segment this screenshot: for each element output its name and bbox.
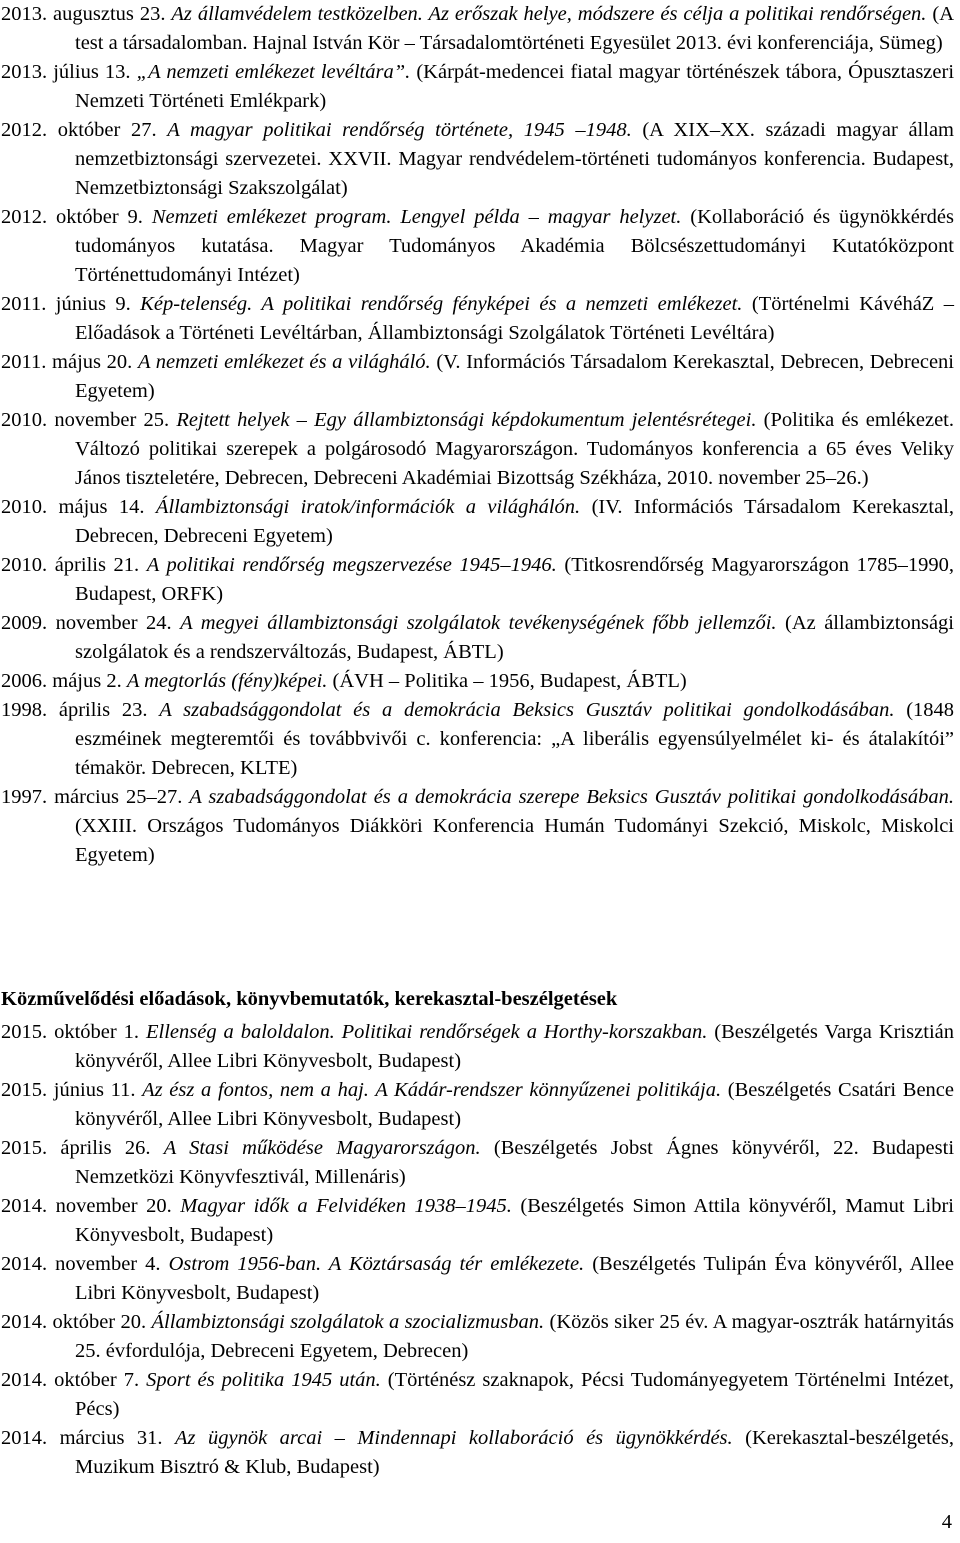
list-item	[1, 348, 954, 406]
entry-details: (Történelmi KávéháZ – Előadások a Történeti Levéltárban, Állambiztonsági Szolgálatok Történeti Levéltára)	[75, 293, 955, 344]
list-item	[1, 0, 954, 58]
entry-title: A nemzeti emlékezet és a világháló.	[137, 351, 431, 373]
entry-title: Az ügynök arcai – Mindennapi kollaboráció és ügynökkérdés.	[175, 1427, 733, 1449]
entry-title: Állambiztonsági szolgálatok a szocializmusban.	[151, 1311, 545, 1333]
list-item	[1, 1076, 954, 1134]
list-item	[1, 493, 954, 551]
list-item	[1, 58, 954, 116]
entry-title: Sport és politika 1945 után.	[146, 1369, 381, 1391]
entry-title: A politikai rendőrség megszervezése 1945–1946.	[146, 554, 557, 576]
entry-details: (A XIX–XX. századi magyar állam nemzetbiztonsági szervezetei. XXVII. Magyar rendvédelem-történeti tudományos konferencia. Budapest, Nemzetbiztonsági Szakszolgálat)	[75, 119, 954, 199]
list-item	[1, 203, 954, 290]
entry-title: A szabadsággondolat és a demokrácia Beksics Gusztáv politikai gondolkodásában.	[159, 699, 895, 721]
entry-details: (Beszélgetés Jobst Ágnes könyvéről, 22. Budapesti Nemzetközi Könyvfesztivál, Millenáris)	[75, 1137, 955, 1188]
entry-details: (ÁVH – Politika – 1956, Budapest, ÁBTL)	[332, 670, 687, 692]
entry-date: 2014. november 20.	[1, 1195, 172, 1217]
entry-details: (Beszélgetés Tulipán Éva könyvéről, Allee Libri Könyvesbolt, Budapest)	[75, 1253, 955, 1304]
entry-date: 2011. június 9.	[1, 293, 131, 315]
entry-date: 2013. július 13.	[1, 61, 131, 83]
entry-details: (Történész szaknapok, Pécsi Tudományegyetem Történelmi Intézet, Pécs)	[75, 1369, 955, 1420]
entry-details: (Kerekasztal-beszélgetés, Muzikum Bisztró & Klub, Budapest)	[75, 1427, 955, 1478]
entry-title: A magyar politikai rendőrség története, 1945 –1948.	[167, 119, 632, 141]
entry-date: 2015. április 26.	[1, 1137, 151, 1159]
list-item	[1, 1192, 954, 1250]
entry-details: (Beszélgetés Varga Krisztián könyvéről, Allee Libri Könyvesbolt, Budapest)	[75, 1021, 954, 1072]
entry-date: 2014. március 31.	[1, 1427, 163, 1449]
list-item	[1, 783, 954, 870]
entry-date: 2011. május 20.	[1, 351, 133, 373]
entry-date: 2009. november 24.	[1, 612, 172, 634]
entry-date: 2014. november 4.	[1, 1253, 161, 1275]
entry-title: Magyar idők a Felvidéken 1938–1945.	[180, 1195, 512, 1217]
entry-date: 1997. március 25–27.	[1, 786, 183, 808]
entry-date: 2010. május 14.	[1, 496, 145, 518]
entry-title: A Stasi működése Magyarországon.	[163, 1137, 481, 1159]
entry-title: A szabadsággondolat és a demokrácia szerepe Beksics Gusztáv politikai gondolkodásában.	[189, 786, 955, 808]
entry-date: 2014. október 7.	[1, 1369, 140, 1391]
entry-date: 2010. november 25.	[1, 409, 170, 431]
entry-date: 1998. április 23.	[1, 699, 148, 721]
entry-details: (XXIII. Országos Tudományos Diákköri Konferencia Humán Tudományi Szekció, Miskolc, Miskolci Egyetem)	[75, 815, 954, 866]
entry-title: A megtorlás (fény)képei.	[126, 670, 328, 692]
entry-date: 2014. október 20.	[1, 1311, 147, 1333]
list-item	[1, 1018, 954, 1076]
entry-title: „A nemzeti emlékezet levéltára”.	[136, 61, 411, 83]
list-item	[1, 1366, 954, 1424]
public-talks-list	[1, 1018, 954, 1482]
entry-details: (V. Információs Társadalom Kerekasztal, Debrecen, Debreceni Egyetem)	[75, 351, 954, 402]
list-item	[1, 1134, 954, 1192]
list-item	[1, 551, 954, 609]
entry-title: Állambiztonsági iratok/információk a világhálón.	[155, 496, 581, 518]
entry-title: Rejtett helyek – Egy állambiztonsági képdokumentum jelentésrétegei.	[176, 409, 757, 431]
entry-details: (A test a társadalomban. Hajnal István Kör – Társadalomtörténeti Egyesület 2013. évi konferenciája, Sümeg)	[75, 3, 955, 54]
list-item	[1, 1424, 954, 1482]
entry-title: Az ész a fontos, nem a haj. A Kádár-rendszer könnyűzenei politikája.	[142, 1079, 722, 1101]
entry-title: Kép-telenség. A politikai rendőrség fényképei és a nemzeti emlékezet.	[140, 293, 743, 315]
list-item	[1, 406, 954, 493]
entry-title: Ellenség a baloldalon. Politikai rendőrségek a Horthy-korszakban.	[145, 1021, 708, 1043]
entry-date: 2012. október 27.	[1, 119, 157, 141]
list-item	[1, 1250, 954, 1308]
entry-title: Ostrom 1956-ban. A Köztársaság tér emlékezete.	[168, 1253, 585, 1275]
entry-details: (1848 eszméinek megteremtői és továbbvivői c. konferencia: „A liberális egyensúlyelmélet ki- és átalakítói” témakör. Debrecen, KLTE)	[75, 699, 955, 779]
entry-details: (Az állambiztonsági szolgálatok és a rendszerváltozás, Budapest, ÁBTL)	[75, 612, 954, 663]
entry-details: (Kárpát-medencei fiatal magyar történészek tábora, Ópusztaszeri Nemzeti Történeti Emlékpark)	[75, 61, 955, 112]
entry-title: A megyei állambiztonsági szolgálatok tevékenységének főbb jellemzői.	[180, 612, 777, 634]
list-item	[1, 667, 954, 696]
entry-title: Nemzeti emlékezet program. Lengyel példa – magyar helyzet.	[151, 206, 682, 228]
entry-date: 2013. augusztus 23.	[1, 3, 166, 25]
entry-date: 2015. október 1.	[1, 1021, 140, 1043]
conference-talks-list	[1, 0, 954, 870]
entry-date: 2012. október 9.	[1, 206, 143, 228]
list-item	[1, 696, 954, 783]
entry-details: (Politika és emlékezet. Változó politikai szerepek a polgárosodó Magyarországon. Tudományos konferencia a 65 éves Veliky János tiszteletére, Debrecen, Debreceni Akadémiai Bizottság Székháza, 2010. november 25–26.)	[75, 409, 954, 489]
list-item	[1, 1308, 954, 1366]
list-item	[1, 116, 954, 203]
entry-date: 2006. május 2.	[1, 670, 122, 692]
list-item	[1, 609, 954, 667]
entry-details: (Kollaboráció és ügynökkérdés tudományos kutatása. Magyar Tudományos Akadémia Bölcsészettudományi Kutatóközpont Történettudományi Intézet)	[75, 206, 955, 286]
entry-title: Az államvédelem testközelben. Az erőszak helye, módszere és célja a politikai rendőrségen.	[171, 3, 927, 25]
section-heading: Közművelődési előadások, könyvbemutatók, kerekasztal-beszélgetések	[1, 988, 618, 1010]
entry-details: (IV. Információs Társadalom Kerekasztal, Debrecen, Debreceni Egyetem)	[75, 496, 955, 547]
entry-date: 2015. június 11.	[1, 1079, 136, 1101]
list-item	[1, 290, 954, 348]
entry-date: 2010. április 21.	[1, 554, 140, 576]
entry-details: (Titkosrendőrség Magyarországon 1785–1990, Budapest, ORFK)	[75, 554, 954, 605]
page-number: 4	[941, 1511, 952, 1533]
entry-details: (Beszélgetés Simon Attila könyvéről, Mamut Libri Könyvesbolt, Budapest)	[75, 1195, 954, 1246]
entry-details: (Beszélgetés Csatári Bence könyvéről, Allee Libri Könyvesbolt, Budapest)	[75, 1079, 954, 1130]
entry-details: (Közös siker 25 év. A magyar-osztrák határnyitás 25. évfordulója, Debreceni Egyetem, Debrecen)	[75, 1311, 955, 1362]
